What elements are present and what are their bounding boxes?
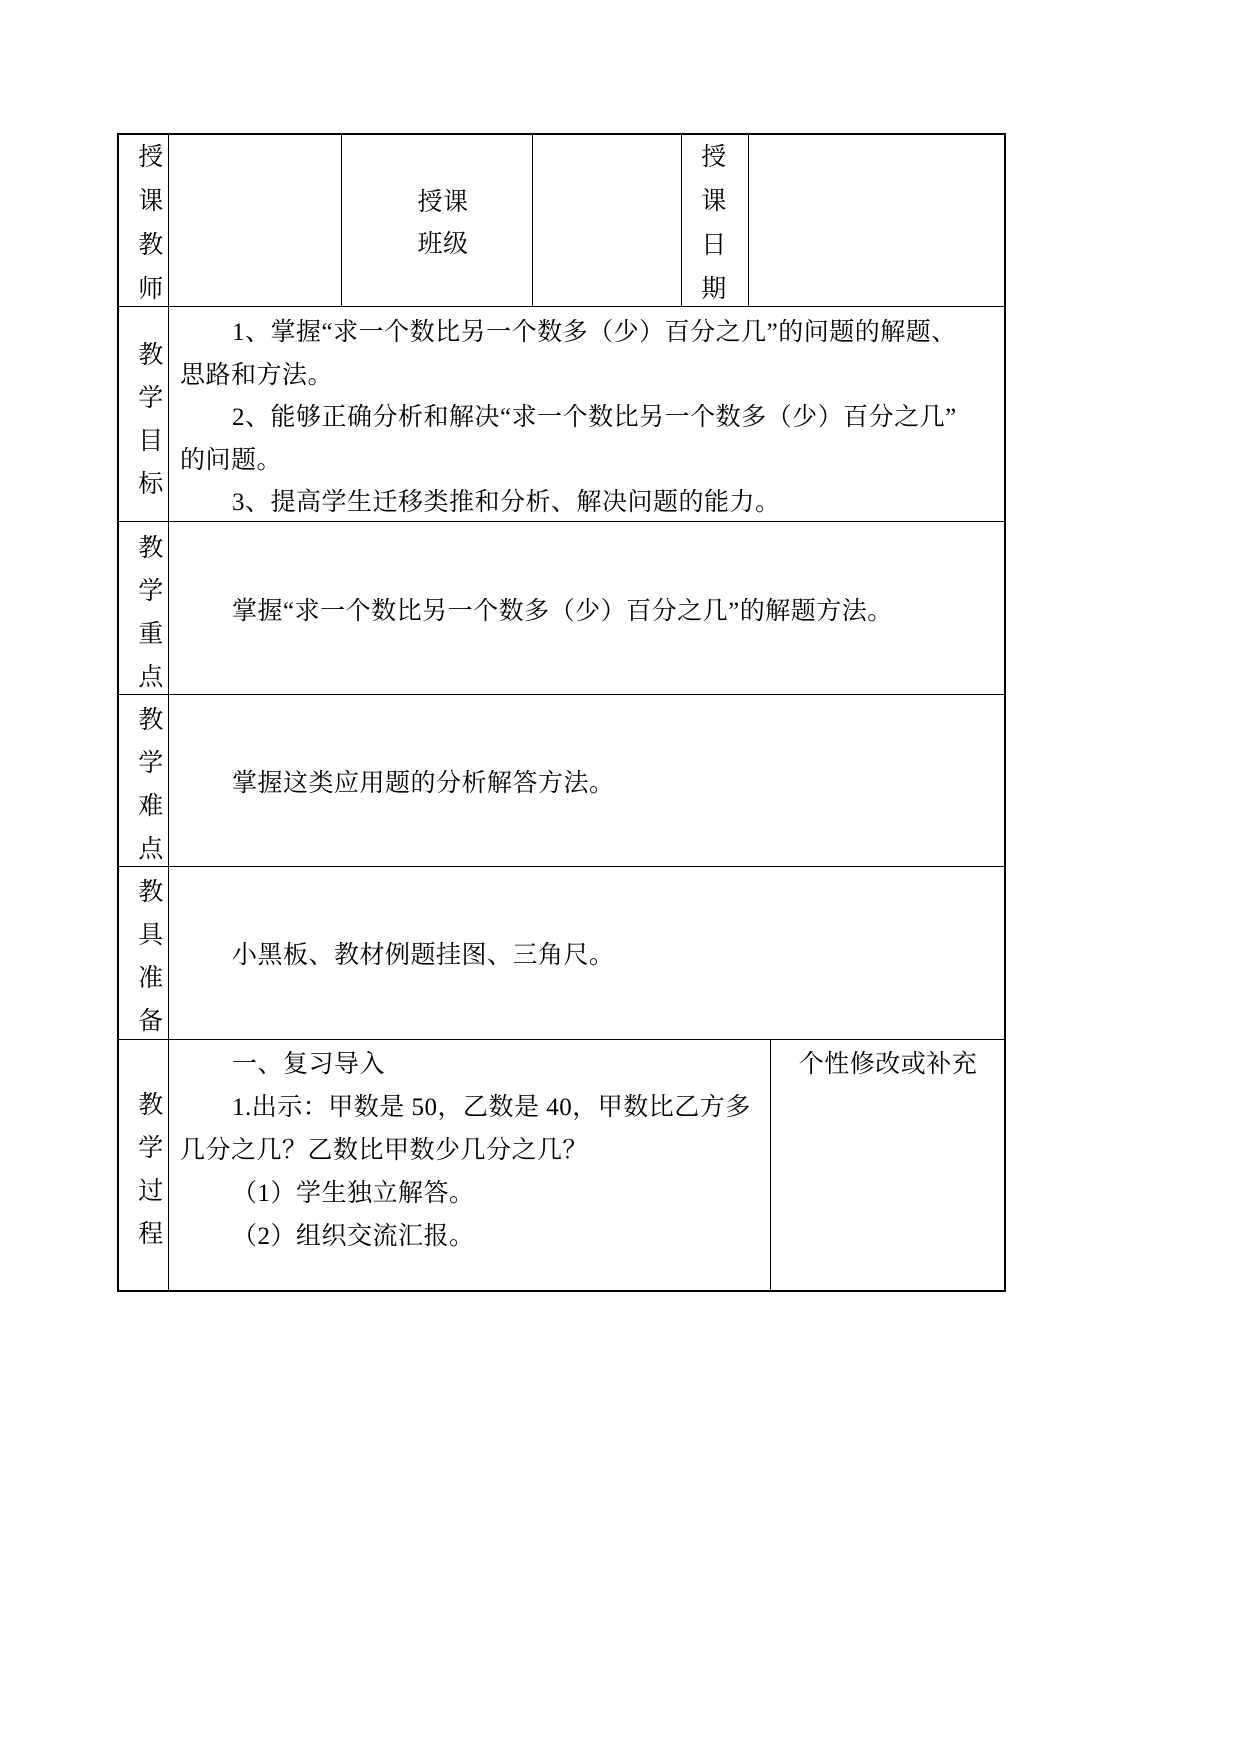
process-line: 1.出示：甲数是 50，乙数是 40，甲数比乙方多 [232, 1093, 751, 1121]
process-line: 一、复习导入 [232, 1050, 386, 1078]
objectives-line: 2、能够正确分析和解决“求一个数比另一个数多（少）百分之几” [232, 404, 957, 431]
objectives-line: 3、提高学生迁移类推和分析、解决问题的能力。 [232, 489, 781, 516]
objectives-line: 1、掌握“求一个数比另一个数多（少）百分之几”的问题的解题、 [232, 319, 957, 346]
key-points-text: 掌握“求一个数比另一个数多（少）百分之几”的解题方法。 [232, 598, 893, 625]
difficulties-content-cell [168, 694, 1006, 867]
class-label: 授课班级 [417, 189, 469, 258]
process-line: 几分之几？乙数比甲数少几分之几？ [180, 1136, 589, 1164]
date-label-cell [681, 134, 749, 307]
objectives-label-cell [118, 306, 169, 522]
process-label: 教学过程 [138, 1091, 164, 1248]
teacher-label-cell [118, 134, 169, 307]
class-name-cell [532, 134, 682, 307]
process-label-cell [118, 1039, 169, 1292]
teaching-aids-label: 教具准备 [138, 878, 164, 1035]
key-points-label: 教学重点 [138, 534, 164, 691]
key-points-label-cell [118, 521, 169, 695]
process-line: （1）学生独立解答。 [232, 1179, 475, 1207]
teaching-aids-text: 小黑板、教材例题挂图、三角尺。 [232, 942, 615, 969]
key-points-content-cell [168, 521, 1006, 695]
teaching-aids-label-cell [118, 866, 169, 1040]
date-value-cell [748, 134, 1006, 307]
teacher-label: 授课教师 [138, 144, 164, 303]
objectives-line: 的问题。 [180, 446, 283, 474]
objectives-label: 教学目标 [138, 341, 164, 498]
date-label: 授课日期 [701, 144, 727, 303]
process-notes-cell [770, 1039, 1006, 1292]
process-line: （2）组织交流汇报。 [232, 1222, 475, 1250]
difficulties-label-cell [118, 694, 169, 867]
teaching-aids-content-cell [168, 866, 1006, 1040]
difficulties-label: 教学难点 [138, 706, 164, 863]
difficulties-text: 掌握这类应用题的分析解答方法。 [232, 770, 615, 797]
class-label-cell [341, 134, 533, 307]
teacher-name-cell [168, 134, 342, 307]
process-notes-header: 个性修改或补充 [798, 1050, 978, 1078]
process-text [180, 1043, 751, 1258]
process-content-cell [168, 1039, 771, 1292]
objectives-content-cell [168, 306, 1006, 522]
objectives-line: 思路和方法。 [180, 361, 334, 389]
objectives-text [180, 312, 957, 525]
